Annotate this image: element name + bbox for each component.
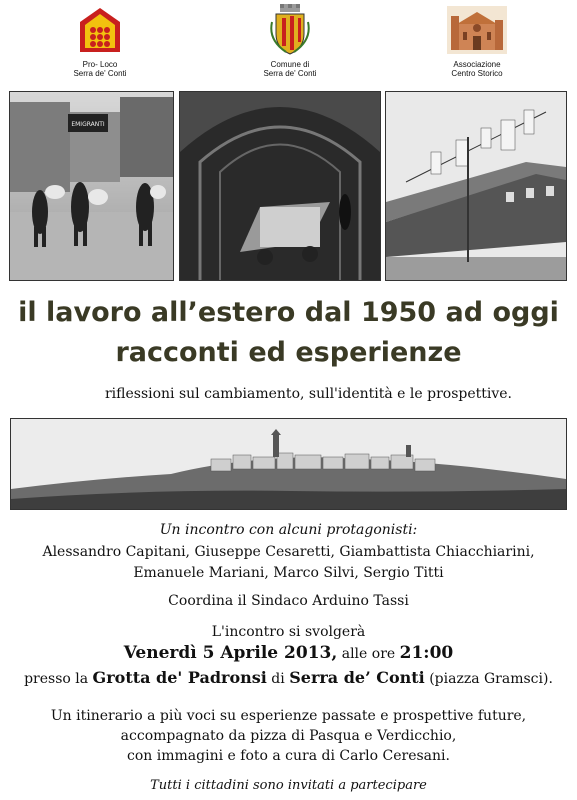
logo-comune-line1: Comune di [270, 60, 310, 69]
town-panorama-photo [10, 418, 567, 510]
event-date: Venerdì 5 Aprile 2013, [123, 643, 338, 663]
logo-associazione-line2: Centro Storico [451, 69, 503, 78]
event-time: 21:00 [399, 643, 454, 663]
mine-tunnel-photo [179, 91, 381, 281]
description-line2: accompagnato da pizza di Pasqua e Verdicchio, [120, 728, 457, 744]
meeting-held-text: L'incontro si svolgerà [211, 624, 366, 640]
invitation-text: Tutti i cittadini sono invitati a partecipare [150, 778, 427, 793]
page-title-line1: il lavoro all’estero dal 1950 ad oggi [18, 297, 559, 328]
municipal-crest-icon [268, 2, 312, 56]
barracks-laundry-photo [385, 91, 567, 281]
intro-text: Un incontro con alcuni protagonisti: [159, 522, 418, 538]
time-prefix: alle ore [341, 646, 396, 662]
venue-di: di [271, 671, 285, 687]
logo-proloco-line1: Pro- Loco [82, 60, 118, 69]
coordinator-text: Coordina il Sindaco Arduino Tassi [168, 593, 409, 609]
logo-associazione [432, 6, 522, 82]
venue-presso: presso la [24, 671, 89, 687]
description-line3: con immagini e foto a cura di Carlo Ceresani. [127, 748, 450, 764]
description-line1: Un itinerario a più voci su esperienze passate e prospettive future, [50, 708, 527, 724]
venue-town: Serra de’ Conti [289, 668, 425, 687]
venue-name: Grotta de' Padronsi [92, 668, 267, 687]
logo-associazione-line1: Associazione [453, 60, 501, 69]
logo-comune [250, 2, 330, 80]
logo-proloco [60, 6, 140, 80]
svg-text:EMIGRANTI: EMIGRANTI [71, 121, 105, 128]
protagonists-line2: Emanuele Mariani, Marco Silvi, Sergio Titti [133, 565, 444, 581]
venue-line [0, 667, 577, 690]
page-subtitle: riflessioni sul cambiamento, sull'identità e le prospettive. [104, 386, 513, 402]
date-time-line [0, 642, 577, 665]
protagonists-line1: Alessandro Capitani, Giuseppe Cesaretti, Giambattista Chiacchiarini, [42, 544, 535, 560]
page-title-line2: racconti ed esperienze [115, 337, 462, 368]
logo-proloco-line2: Serra de' Conti [73, 69, 127, 78]
logo-comune-line2: Serra de' Conti [263, 69, 317, 78]
proloco-house-icon [78, 6, 122, 54]
venue-square: (piazza Gramsci). [429, 671, 553, 687]
emigrants-street-photo [9, 91, 174, 281]
church-building-icon [447, 6, 507, 54]
